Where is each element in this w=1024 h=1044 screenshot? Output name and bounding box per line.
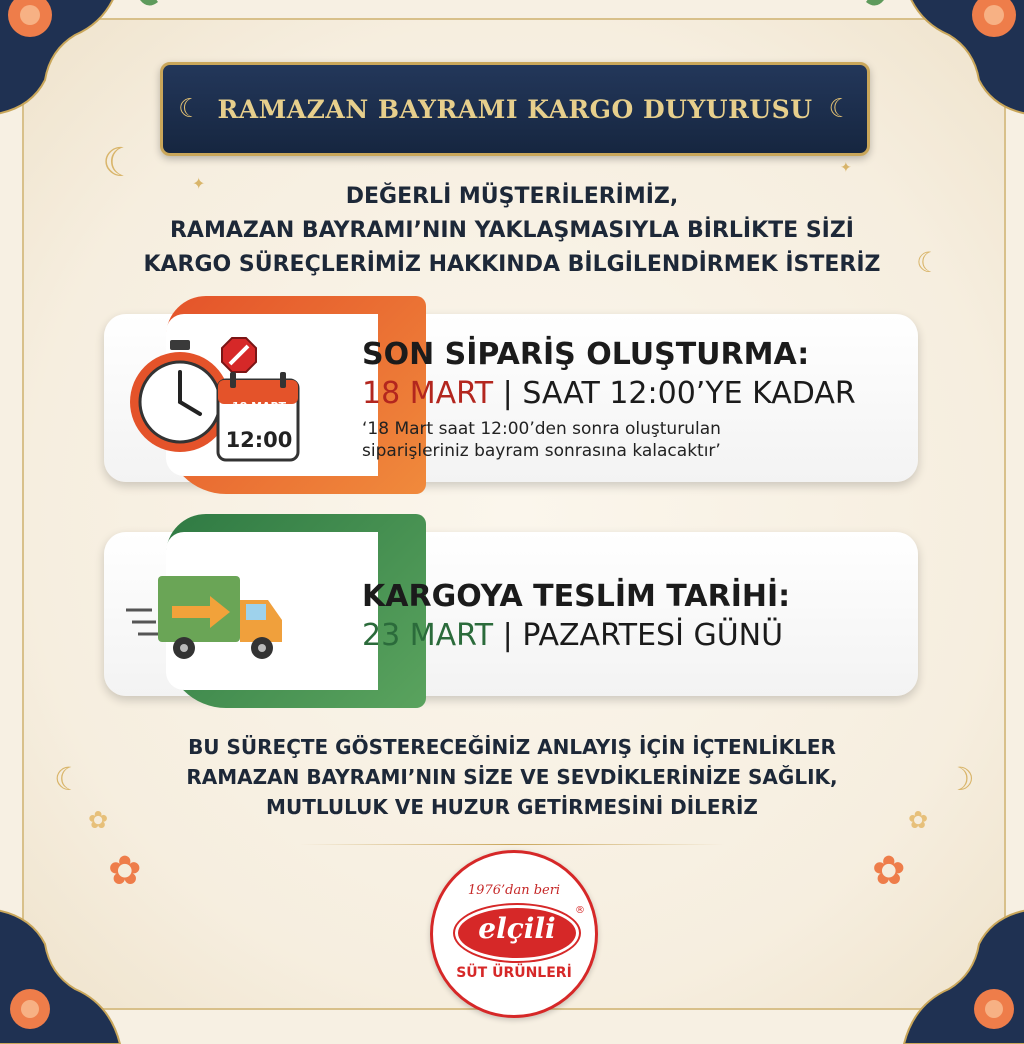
separator: | [502,618,513,653]
crescent-moon-icon: ☾ [178,94,202,124]
logo-badge [455,905,579,961]
calendar-time-label: 12:00 [225,428,293,452]
closing-line: RAMAZAN BAYRAMI’NIN SİZE VE SEVDİKLERİNİZE SAĞLIK, [186,765,838,789]
deadline-line [362,374,856,414]
closing-text [100,732,924,822]
page-title: RAMAZAN BAYRAMI KARGO DUYURUSU [217,94,813,124]
deadline-note [362,418,856,462]
delivery-truck-icon [122,560,302,690]
delivery-date: 23 MART [362,618,494,653]
corner-ornament-top-right [864,0,1024,150]
deadline-date: 18 MART [362,376,494,411]
flower-icon: ✿ [88,806,109,834]
logo-since-text: 1976’dan beri [467,883,561,898]
stopwatch-icon [130,340,230,452]
delivery-line [362,616,790,656]
flower-icon: ✿ [108,848,142,894]
corner-ornament-top-left [0,0,160,150]
calendar-month-label: 18 MART [231,400,287,413]
crescent-moon-icon: ☾ [916,246,942,279]
last-order-card [104,314,918,482]
crescent-moon-icon: ☾ [54,760,83,798]
stop-sign-icon [222,338,256,372]
closing-line: BU SÜREÇTE GÖSTERECEĞİNİZ ANLAYIŞ İÇİN İÇTENLİKLER [188,735,836,759]
closing-line: MUTLULUK VE HUZUR GETİRMESİNİ DİLERİZ [266,795,758,819]
brand-logo [430,850,598,1018]
logo-brand-name: elçili [478,912,556,945]
last-order-text [362,336,856,462]
star-icon: ✦ [192,174,206,193]
note-line: ‘18 Mart saat 12:00’den sonra oluşturulan [362,419,721,439]
intro-line: RAMAZAN BAYRAMI’NIN YAKLAŞMASIYLA BİRLİKTE SİZİ [169,218,854,243]
intro-line: KARGO SÜREÇLERİMİZ HAKKINDA BİLGİLENDİRMEK İSTERİZ [143,252,881,277]
card-title: KARGOYA TESLİM TARİHİ: [362,579,791,614]
star-icon: ✦ [840,160,852,176]
note-line: siparişleriniz bayram sonrasına kalacaktır’ [362,441,721,461]
intro-line: DEĞERLİ MÜŞTERİLERİMİZ, [345,184,679,209]
separator: | [502,376,513,411]
delivery-day: PAZARTESİ GÜNÜ [522,618,784,653]
flower-icon: ✿ [908,806,929,834]
crescent-moon-icon: ☽ [946,760,975,798]
crescent-moon-icon: ☾ [828,94,852,124]
corner-ornament-bottom-right [864,874,1024,1044]
flower-icon: ✿ [872,848,906,894]
card-title: SON SİPARİŞ OLUŞTURMA: [362,337,810,372]
deadline-time: SAAT 12:00’YE KADAR [522,376,856,411]
corner-ornament-bottom-left [0,874,160,1044]
header-banner [160,62,870,156]
logo-subtitle: SÜT ÜRÜNLERİ [456,965,572,981]
delivery-date-card [104,532,918,696]
delivery-date-text [362,578,790,656]
registered-mark: ® [575,905,585,916]
crescent-moon-icon: ☾ [102,140,138,186]
intro-text [80,180,944,282]
divider [300,844,724,845]
order-deadline-icon-group [122,334,302,464]
